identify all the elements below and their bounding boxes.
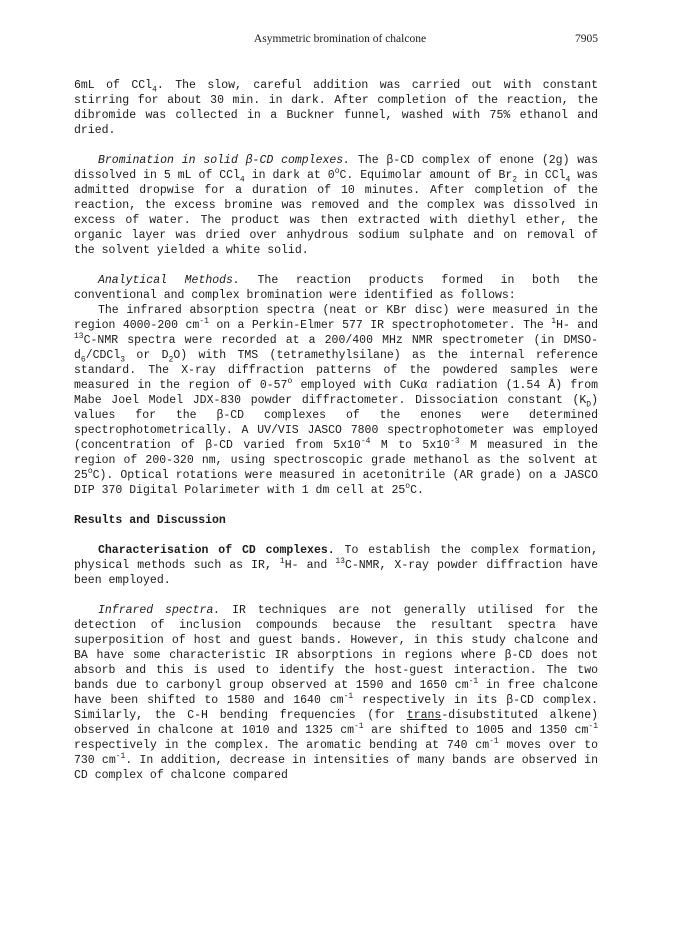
paragraph-continuation: 6mL of CCl$_4$. The slow, careful addition was carried out with constant stirring for about 30 min. in dark. After completion of the reaction, the dibromide was collected in a Buckner funnel, washed with 75% ethanol and dried.	[74, 79, 599, 137]
article-body	[74, 78, 598, 783]
paragraph-analytical-methods: Analytical Methods. The reaction products formed in both the conventional and complex bromination were identified as follows:	[74, 274, 599, 302]
paragraph-infrared-spectra: Infrared spectra. IR techniques are not generally utilised for the detection of inclusion compounds because the resultant spectra have superposition of host and guest bands. However, in this study chalcone and BA have some characteristic IR absorptions in regions where β-CD does not absorb and this is used to identify the host-guest interaction. The two bands due to carbonyl group observed at 1590 and 1650 $cm^{-1}$ in free chalcone have been shifted to 1580 and 1640 $cm^{-1}$ respectively in its β-CD complex. Similarly, the C-H bending frequencies (for trans-disubstituted alkene) observed in chalcone at 1010 and 1325 $cm^{-1}$ are shifted to 1005 and 1350 $cm^{-1}$ respectively in the complex. The aromatic bending at 740 $cm^{-1}$ moves over to 730 $cm^{-1}$. In addition, decrease in intensities of many bands are observed in CD complex of chalcone compared	[74, 604, 599, 782]
page-number: 7905	[575, 33, 598, 45]
running-title: Asymmetric bromination of chalcone	[253, 33, 427, 45]
paragraph-bromination-solid: Bromination in solid β-CD complexes. The β-CD complex of enone (2g) was dissolved in 5 mL of CCl$_4$ in dark at 0$^o$C. Equimolar amount of $Br_2$ in CCl$_4$ was admitted dropwise for a duration of 10 minutes. After completion of the reaction, the excess bromine was removed and the complex was dissolved in excess of water. The product was then extracted with diethyl ether, the organic layer was dried over anhydrous sodium sulphate and on removal of the solvent yielded a white solid.	[74, 154, 598, 257]
paragraph-characterisation: Characterisation of CD complexes. To establish the complex formation, physical methods such as IR, $^1$H- and $^{13}$C-NMR, X-ray powder diffraction have been employed.	[74, 544, 599, 587]
paragraph-title: Infrared spectra.	[98, 604, 221, 617]
section-heading: Results and Discussion	[74, 514, 226, 527]
paragraph-title: Analytical Methods.	[98, 274, 240, 287]
paragraph-title: Characterisation of CD complexes.	[98, 544, 335, 557]
paragraph-title: Bromination in solid β-CD complexes.	[98, 154, 351, 167]
paragraph-instrumentation: The infrared absorption spectra (neat or KBr disc) were measured in the region 4000-200 $cm^{-1}$ on a Perkin-Elmer 577 IR spectrophotometer. The $^1$H- and $^{13}$C-NMR spectra were recorded at a 200/400 MHz NMR spectrometer (in DMSO-$d_6/CDCl_3$ or $D_2O$) with TMS (tetramethylsilane) as the internal reference standard. The X-ray diffraction patterns of the powdered samples were measured in the region of 0-57$^o$ employed with CuKα radiation (1.54 Å) from Mabe Joel Model JDX-830 powder diffractometer. Dissociation constant $(K_D)$ values for the β-CD complexes of the enones were determined spectrophotometrically. A UV/VIS JASCO 7800 spectrophotometer was employed (concentration of β-CD varied from $5x10^{-4}$ M to $5x10^{-3}$ M measured in the region of 200-320 nm, using spectroscopic grade methanol as the solvent at 25$^o$C). Optical rotations were measured in acetonitrile (AR grade) on a JASCO DIP 370 Digital Polarimeter with 1 dm cell at 25$^o$C.	[74, 304, 598, 497]
page-header	[0, 33, 680, 49]
